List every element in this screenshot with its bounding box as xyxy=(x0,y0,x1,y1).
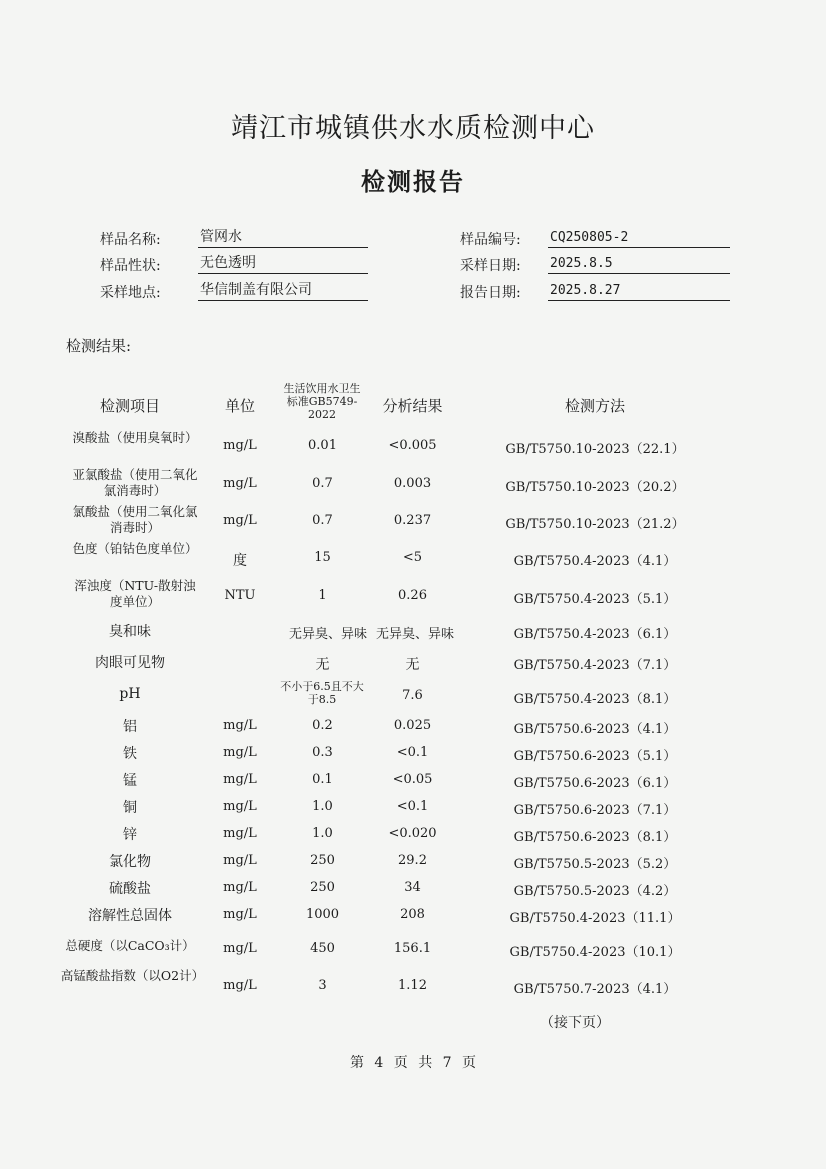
sample-name-value: 管网水 xyxy=(198,228,368,248)
cell-result: <0.1 xyxy=(396,799,429,814)
cell-limit: 1000 xyxy=(305,907,340,922)
cell-limit: 不小于6.5且不大于8.5 xyxy=(280,680,364,706)
cell-unit: mg/L xyxy=(223,941,257,956)
cell-method: GB/T5750.4-2023（8.1） xyxy=(513,692,677,707)
cell-item: 锰 xyxy=(123,773,137,789)
sample-no-label: 样品编号: xyxy=(460,232,521,248)
cell-limit: 0.2 xyxy=(312,718,333,733)
cell-limit: 0.7 xyxy=(312,476,333,491)
cell-item: 溴酸盐（使用臭氧时） xyxy=(72,430,198,445)
cell-result: 0.003 xyxy=(393,476,432,491)
cell-item: 铜 xyxy=(123,800,137,816)
cell-method: GB/T5750.5-2023（4.2） xyxy=(513,884,677,899)
cell-unit: mg/L xyxy=(223,978,257,993)
continued-note: （接下页） xyxy=(540,1015,610,1031)
table-row xyxy=(0,716,826,738)
table-row xyxy=(0,621,826,643)
table-row xyxy=(0,770,826,792)
cell-limit: 15 xyxy=(314,550,331,565)
cell-method: GB/T5750.4-2023（7.1） xyxy=(513,658,677,673)
table-row xyxy=(0,652,826,674)
results-title: 检测结果: xyxy=(66,337,132,355)
cell-limit: 0.01 xyxy=(308,438,337,453)
cell-limit: 250 xyxy=(310,853,335,868)
cell-result: 7.6 xyxy=(402,688,423,703)
cell-result: 0.025 xyxy=(393,718,432,733)
cell-method: GB/T5750.4-2023（5.1） xyxy=(513,592,677,607)
cell-item: 浑浊度（NTU-散射浊度单位） xyxy=(74,578,196,609)
cell-limit: 0.3 xyxy=(312,745,333,760)
table-row xyxy=(0,937,826,961)
cell-result: 0.237 xyxy=(393,513,432,528)
cell-unit: mg/L xyxy=(223,438,257,453)
header-method: 检测方法 xyxy=(564,397,625,415)
cell-result: 156.1 xyxy=(393,941,432,956)
cell-method: GB/T5750.4-2023（4.1） xyxy=(513,554,677,569)
cell-limit: 1.0 xyxy=(312,799,333,814)
cell-limit: 无异臭、异味 xyxy=(288,627,367,642)
cell-result: 34 xyxy=(404,880,421,895)
table-row xyxy=(0,851,826,873)
cell-method: GB/T5750.4-2023（6.1） xyxy=(513,627,677,642)
cell-unit: mg/L xyxy=(223,853,257,868)
cell-result: <5 xyxy=(402,550,423,565)
table-row xyxy=(0,824,826,846)
cell-unit: mg/L xyxy=(223,513,257,528)
table-row xyxy=(0,430,826,462)
cell-unit: mg/L xyxy=(223,476,257,491)
cell-item: 铝 xyxy=(123,719,137,735)
cell-result: 208 xyxy=(400,907,425,922)
cell-unit: mg/L xyxy=(223,880,257,895)
cell-result: 29.2 xyxy=(398,853,427,868)
cell-item: 色度（铂钴色度单位） xyxy=(72,541,198,556)
cell-item: 臭和味 xyxy=(109,624,151,640)
cell-item: 溶解性总固体 xyxy=(88,908,172,924)
table-row xyxy=(0,878,826,900)
sampling-date-label: 采样日期: xyxy=(460,258,521,274)
cell-unit: mg/L xyxy=(223,718,257,733)
cell-method: GB/T5750.4-2023（10.1） xyxy=(509,945,681,960)
sample-props-value: 无色透明 xyxy=(198,254,368,274)
cell-method: GB/T5750.10-2023（20.2） xyxy=(505,480,685,495)
cell-item: 总硬度（以CaCO₃计） xyxy=(65,938,195,953)
cell-limit: 1.0 xyxy=(312,826,333,841)
cell-result: <0.005 xyxy=(388,438,437,453)
cell-method: GB/T5750.10-2023（22.1） xyxy=(505,442,685,457)
sampling-date-value: 2025.8.5 xyxy=(548,254,730,274)
cell-item: 肉眼可见物 xyxy=(95,655,165,671)
header-unit: 单位 xyxy=(224,397,255,415)
cell-limit: 无 xyxy=(315,657,330,673)
cell-unit: mg/L xyxy=(223,799,257,814)
report-date-label: 报告日期: xyxy=(460,285,521,301)
cell-method: GB/T5750.7-2023（4.1） xyxy=(513,982,677,997)
cell-unit: mg/L xyxy=(223,745,257,760)
sample-props-label: 样品性状: xyxy=(100,258,161,274)
table-row xyxy=(0,680,826,710)
organization-title: 靖江市城镇供水水质检测中心 xyxy=(231,113,595,144)
cell-result: 无 xyxy=(405,657,420,673)
sample-no-value: CQ250805-2 xyxy=(548,228,730,248)
header-result: 分析结果 xyxy=(382,397,443,415)
cell-method: GB/T5750.6-2023（5.1） xyxy=(513,749,677,764)
cell-result: <0.05 xyxy=(392,772,433,787)
table-row xyxy=(0,743,826,765)
table-row xyxy=(0,905,826,927)
cell-result: 1.12 xyxy=(398,978,427,993)
cell-item: 氯酸盐（使用二氧化氯消毒时） xyxy=(72,504,198,535)
cell-result: 无异臭、异味 xyxy=(375,627,454,642)
cell-limit: 1 xyxy=(318,588,327,603)
cell-item: 氯化物 xyxy=(109,854,151,870)
cell-method: GB/T5750.5-2023（5.2） xyxy=(513,857,677,872)
cell-item: 高锰酸盐指数（以O2计） xyxy=(60,968,205,983)
table-row xyxy=(0,578,826,610)
report-title: 检测报告 xyxy=(361,167,465,196)
cell-result: 0.26 xyxy=(398,588,427,603)
cell-item: 硫酸盐 xyxy=(109,881,151,897)
cell-method: GB/T5750.4-2023（11.1） xyxy=(509,911,681,926)
cell-limit: 450 xyxy=(310,941,335,956)
cell-item: 铁 xyxy=(123,746,137,762)
table-row xyxy=(0,467,826,499)
cell-result: <0.1 xyxy=(396,745,429,760)
report-date-value: 2025.8.27 xyxy=(548,281,730,301)
cell-result: <0.020 xyxy=(388,826,437,841)
cell-unit: mg/L xyxy=(223,772,257,787)
cell-item: pH xyxy=(119,686,141,702)
cell-unit: mg/L xyxy=(223,826,257,841)
cell-unit: NTU xyxy=(224,588,256,603)
cell-limit: 0.7 xyxy=(312,513,333,528)
cell-unit: 度 xyxy=(233,553,247,569)
header-limit: 生活饮用水卫生标准GB5749-2022 xyxy=(283,382,361,421)
table-row xyxy=(0,504,826,536)
cell-method: GB/T5750.6-2023（4.1） xyxy=(513,722,677,737)
table-row xyxy=(0,968,826,1000)
header-item: 检测项目 xyxy=(99,397,160,415)
table-row xyxy=(0,797,826,819)
page-number: 第 4 页 共 7 页 xyxy=(349,1055,477,1071)
cell-method: GB/T5750.6-2023（8.1） xyxy=(513,830,677,845)
cell-limit: 3 xyxy=(318,978,327,993)
cell-method: GB/T5750.6-2023（6.1） xyxy=(513,776,677,791)
cell-item: 亚氯酸盐（使用二氧化氯消毒时） xyxy=(72,467,198,498)
cell-limit: 0.1 xyxy=(312,772,333,787)
cell-limit: 250 xyxy=(310,880,335,895)
cell-method: GB/T5750.10-2023（21.2） xyxy=(505,517,685,532)
cell-item: 锌 xyxy=(123,827,137,843)
cell-method: GB/T5750.6-2023（7.1） xyxy=(513,803,677,818)
sample-name-label: 样品名称: xyxy=(100,232,161,248)
cell-unit: mg/L xyxy=(223,907,257,922)
table-row xyxy=(0,541,826,573)
sample-site-label: 采样地点: xyxy=(100,285,161,301)
sample-site-value: 华信制盖有限公司 xyxy=(198,281,368,301)
